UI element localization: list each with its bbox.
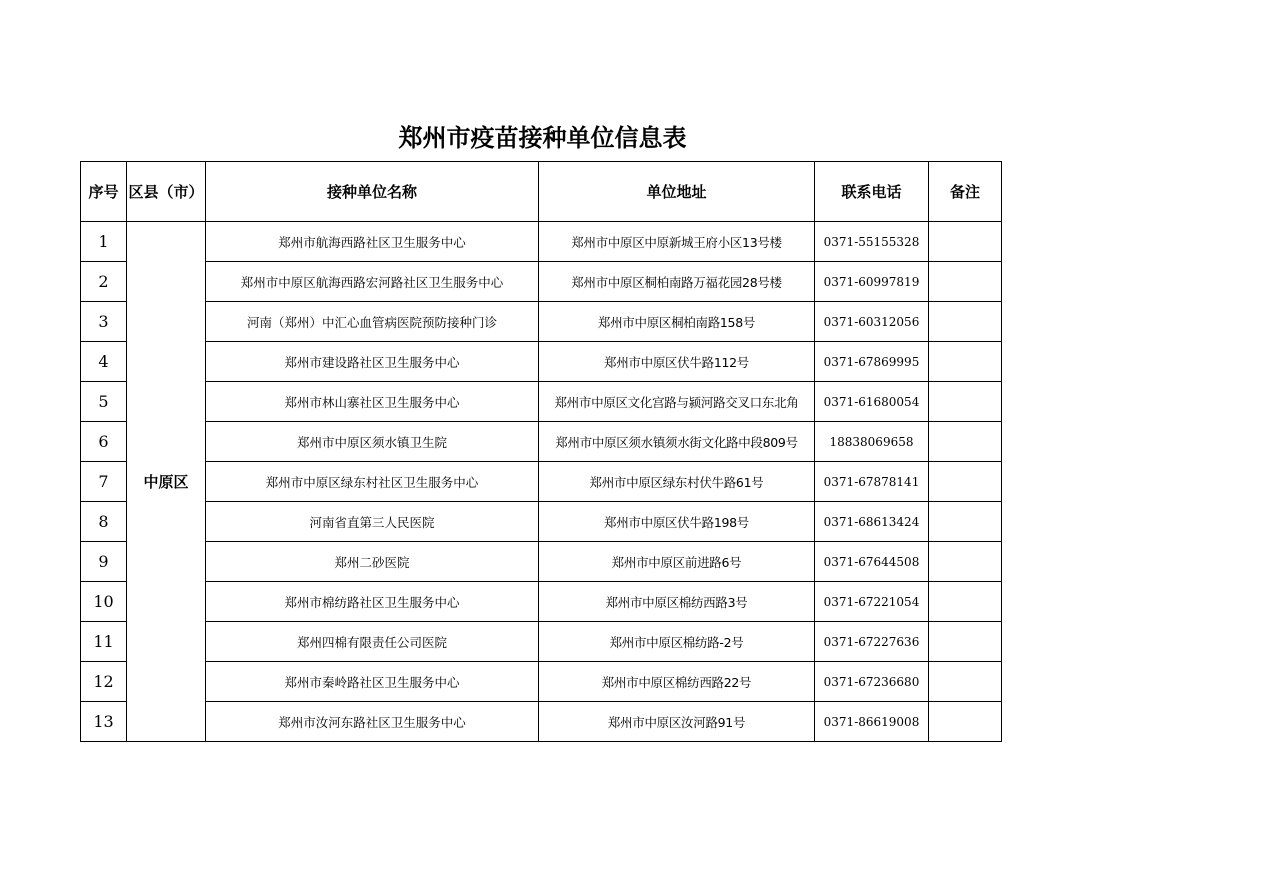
address-cell: 郑州市中原区中原新城王府小区13号楼 xyxy=(539,222,815,262)
remark-cell xyxy=(929,622,1002,662)
table-row xyxy=(81,542,1002,582)
remark-cell xyxy=(929,582,1002,622)
row-index: 5 xyxy=(81,382,127,422)
unit-name-cell: 郑州市建设路社区卫生服务中心 xyxy=(206,342,539,382)
table-row xyxy=(81,222,1002,262)
row-index: 13 xyxy=(81,702,127,742)
address-cell: 郑州市中原区绿东村伏牛路61号 xyxy=(539,462,815,502)
address-cell: 郑州市中原区棉纺西路3号 xyxy=(539,582,815,622)
row-index: 8 xyxy=(81,502,127,542)
row-index: 1 xyxy=(81,222,127,262)
unit-name-cell: 河南省直第三人民医院 xyxy=(206,502,539,542)
column-header-unit-name: 接种单位名称 xyxy=(206,162,539,222)
column-header-phone: 联系电话 xyxy=(815,162,929,222)
address-cell: 郑州市中原区须水镇须水街文化路中段809号 xyxy=(539,422,815,462)
vaccination-unit-table xyxy=(80,161,1002,742)
table-row xyxy=(81,422,1002,462)
unit-name-cell: 郑州市棉纺路社区卫生服务中心 xyxy=(206,582,539,622)
unit-name-cell: 河南（郑州）中汇心血管病医院预防接种门诊 xyxy=(206,302,539,342)
table-row xyxy=(81,462,1002,502)
remark-cell xyxy=(929,342,1002,382)
table-row xyxy=(81,342,1002,382)
unit-name-cell: 郑州四棉有限责任公司医院 xyxy=(206,622,539,662)
table-row xyxy=(81,302,1002,342)
remark-cell xyxy=(929,302,1002,342)
row-index: 11 xyxy=(81,622,127,662)
table-body xyxy=(81,222,1002,742)
address-cell: 郑州市中原区棉纺路-2号 xyxy=(539,622,815,662)
column-header-remark: 备注 xyxy=(929,162,1002,222)
remark-cell xyxy=(929,462,1002,502)
page-title: 郑州市疫苗接种单位信息表 xyxy=(398,123,687,152)
remark-cell xyxy=(929,542,1002,582)
table-row xyxy=(81,582,1002,622)
table-row xyxy=(81,502,1002,542)
phone-cell: 0371-67236680 xyxy=(815,662,929,702)
unit-name-cell: 郑州二砂医院 xyxy=(206,542,539,582)
row-index: 3 xyxy=(81,302,127,342)
column-header-address: 单位地址 xyxy=(539,162,815,222)
column-header-index: 序号 xyxy=(81,162,127,222)
phone-cell: 0371-60312056 xyxy=(815,302,929,342)
table-row xyxy=(81,662,1002,702)
address-cell: 郑州市中原区汝河路91号 xyxy=(539,702,815,742)
phone-cell: 0371-55155328 xyxy=(815,222,929,262)
address-cell: 郑州市中原区文化宫路与颍河路交叉口东北角 xyxy=(539,382,815,422)
table-row xyxy=(81,702,1002,742)
phone-cell: 0371-61680054 xyxy=(815,382,929,422)
row-index: 7 xyxy=(81,462,127,502)
column-header-district: 区县（市） xyxy=(127,162,206,222)
district-cell: 中原区 xyxy=(127,222,206,742)
remark-cell xyxy=(929,382,1002,422)
table-header-row xyxy=(81,162,1002,222)
address-cell: 郑州市中原区桐柏南路158号 xyxy=(539,302,815,342)
phone-cell: 0371-68613424 xyxy=(815,502,929,542)
row-index: 10 xyxy=(81,582,127,622)
row-index: 4 xyxy=(81,342,127,382)
unit-name-cell: 郑州市林山寨社区卫生服务中心 xyxy=(206,382,539,422)
unit-name-cell: 郑州市中原区绿东村社区卫生服务中心 xyxy=(206,462,539,502)
remark-cell xyxy=(929,222,1002,262)
remark-cell xyxy=(929,262,1002,302)
address-cell: 郑州市中原区伏牛路112号 xyxy=(539,342,815,382)
unit-name-cell: 郑州市中原区航海西路宏河路社区卫生服务中心 xyxy=(206,262,539,302)
phone-cell: 0371-60997819 xyxy=(815,262,929,302)
unit-name-cell: 郑州市航海西路社区卫生服务中心 xyxy=(206,222,539,262)
phone-cell: 0371-67644508 xyxy=(815,542,929,582)
row-index: 9 xyxy=(81,542,127,582)
unit-name-cell: 郑州市秦岭路社区卫生服务中心 xyxy=(206,662,539,702)
remark-cell xyxy=(929,422,1002,462)
row-index: 2 xyxy=(81,262,127,302)
phone-cell: 18838069658 xyxy=(815,422,929,462)
address-cell: 郑州市中原区伏牛路198号 xyxy=(539,502,815,542)
table-row xyxy=(81,262,1002,302)
table-row xyxy=(81,382,1002,422)
table-row xyxy=(81,622,1002,662)
row-index: 12 xyxy=(81,662,127,702)
phone-cell: 0371-67869995 xyxy=(815,342,929,382)
row-index: 6 xyxy=(81,422,127,462)
phone-cell: 0371-67227636 xyxy=(815,622,929,662)
address-cell: 郑州市中原区棉纺西路22号 xyxy=(539,662,815,702)
unit-name-cell: 郑州市汝河东路社区卫生服务中心 xyxy=(206,702,539,742)
phone-cell: 0371-86619008 xyxy=(815,702,929,742)
remark-cell xyxy=(929,702,1002,742)
remark-cell xyxy=(929,502,1002,542)
remark-cell xyxy=(929,662,1002,702)
address-cell: 郑州市中原区前进路6号 xyxy=(539,542,815,582)
phone-cell: 0371-67221054 xyxy=(815,582,929,622)
address-cell: 郑州市中原区桐柏南路万福花园28号楼 xyxy=(539,262,815,302)
phone-cell: 0371-67878141 xyxy=(815,462,929,502)
unit-name-cell: 郑州市中原区须水镇卫生院 xyxy=(206,422,539,462)
